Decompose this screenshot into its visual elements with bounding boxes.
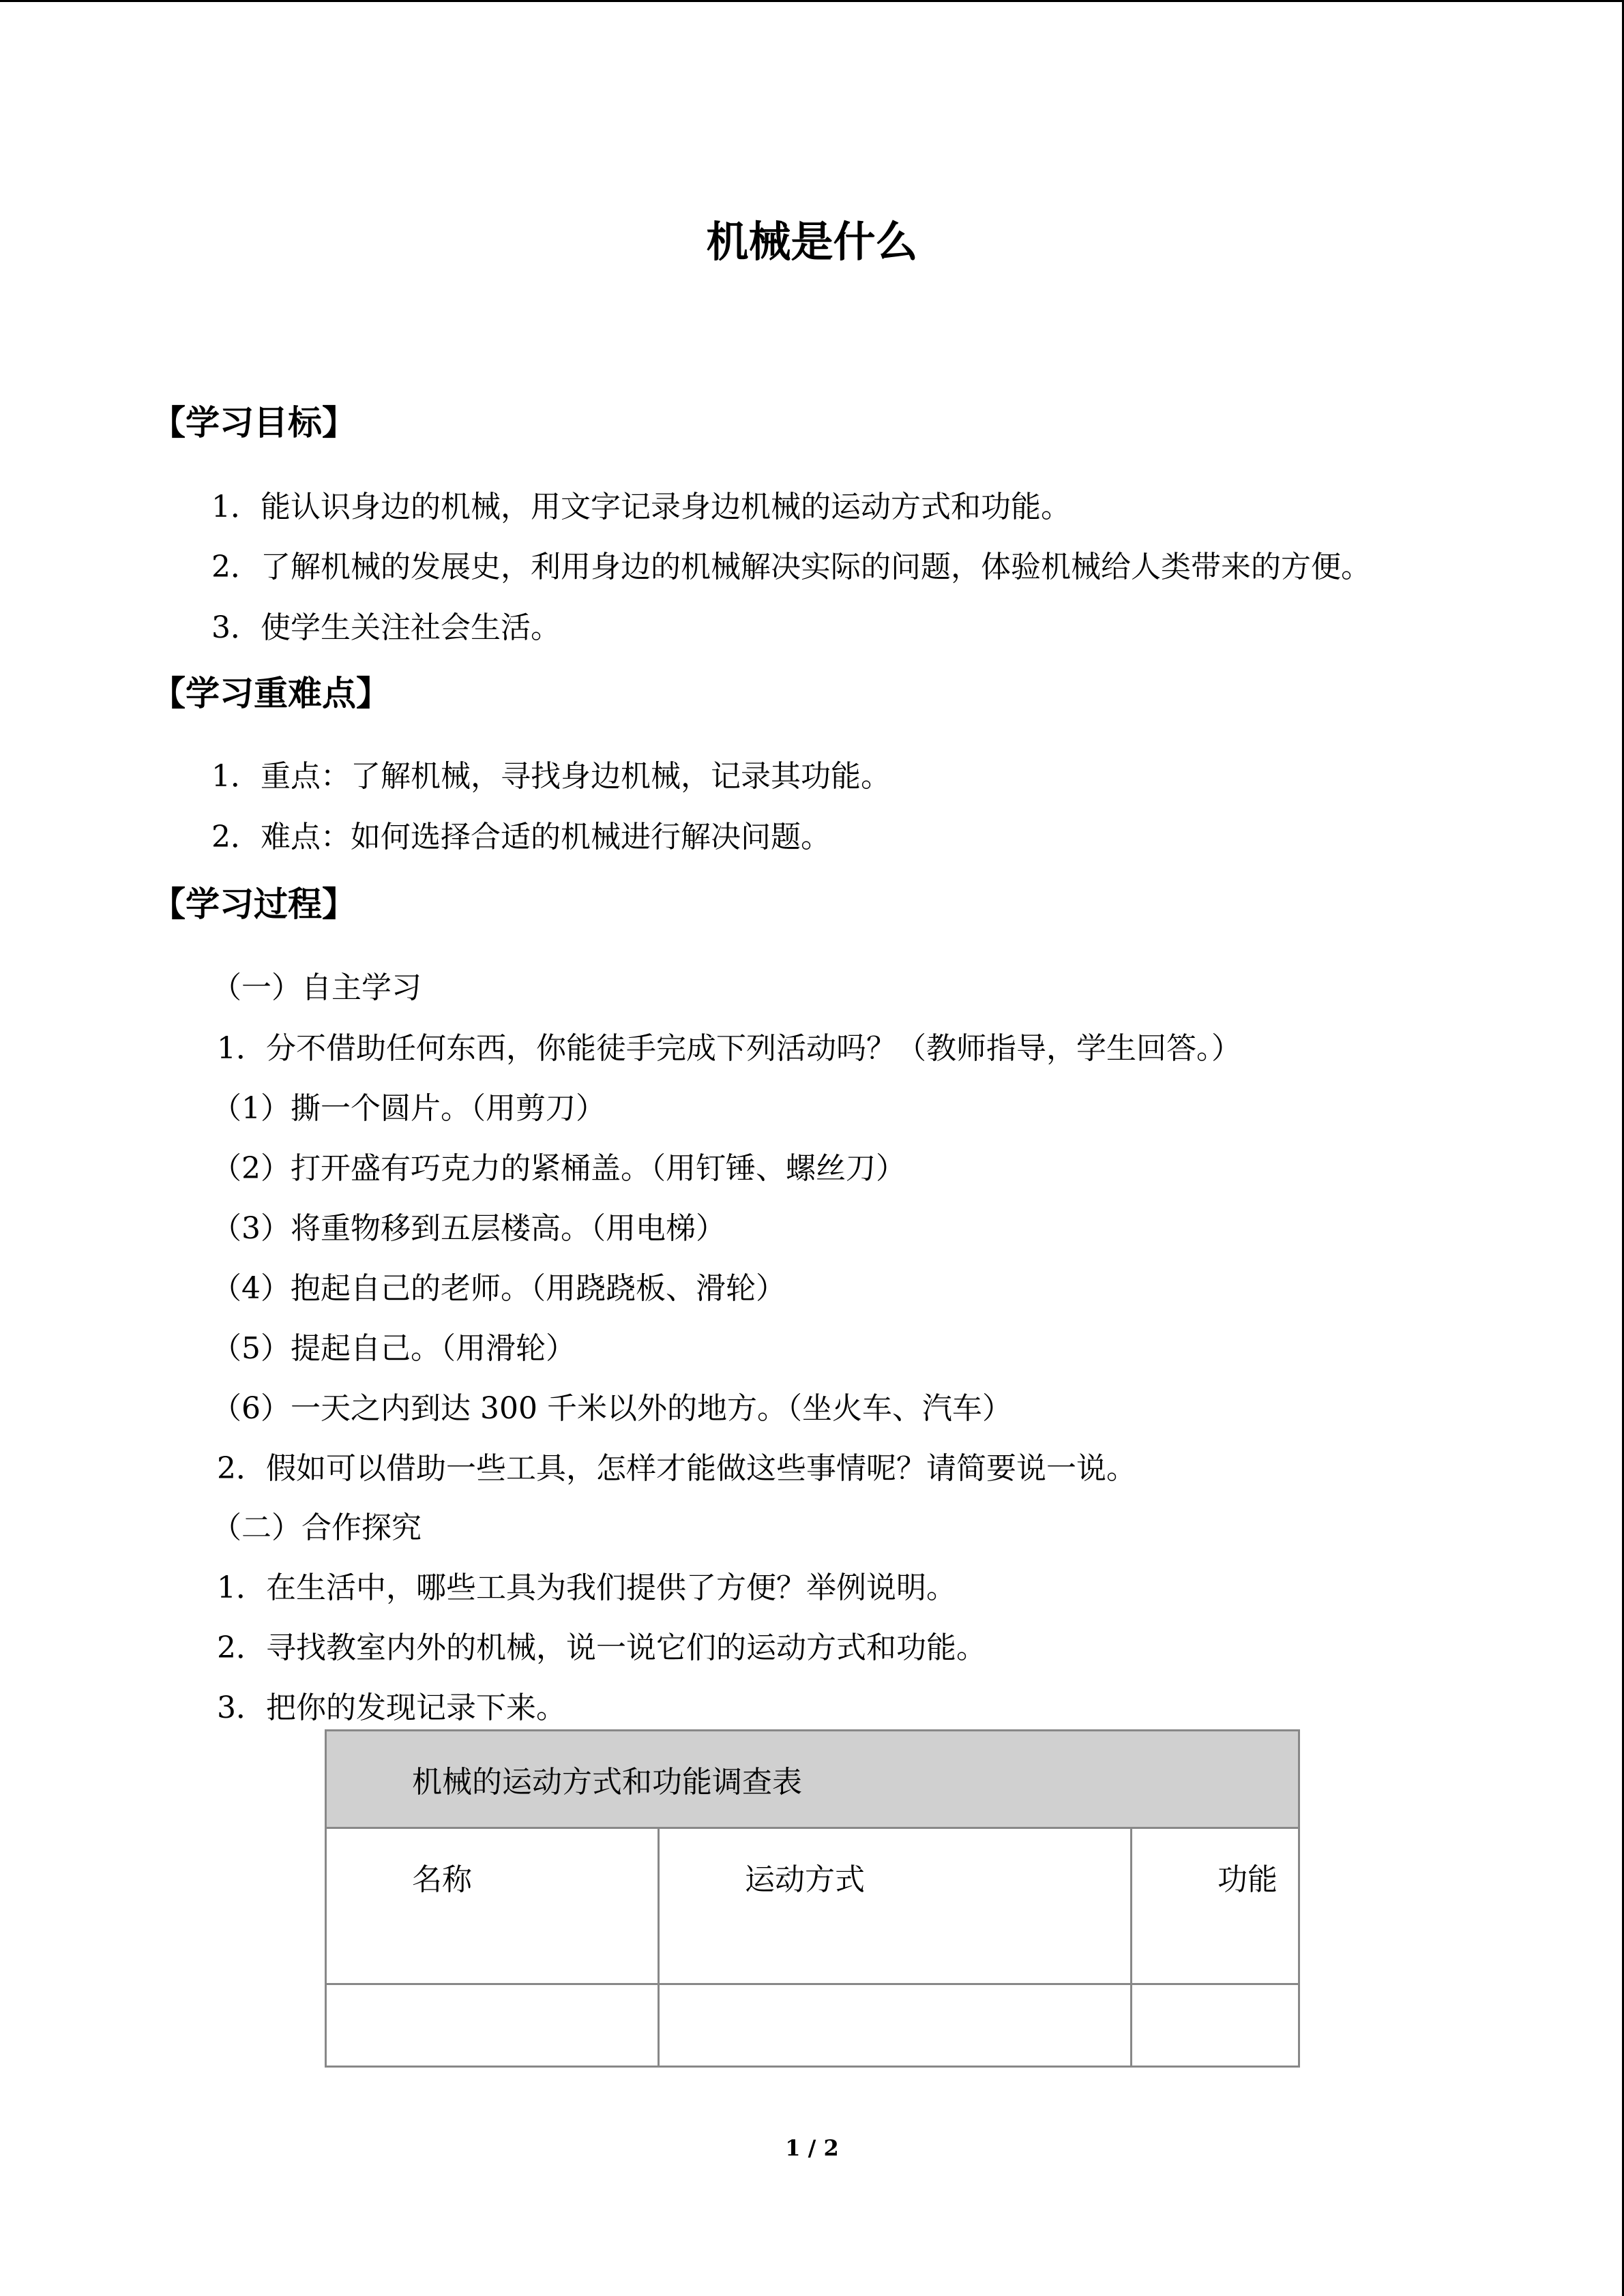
process-item: 1．分不借助任何东西，你能徒手完成下列活动吗？（教师指导，学生回答。）: [217, 1031, 1241, 1066]
table-cell-motion[interactable]: [659, 1984, 1132, 2067]
survey-table: [325, 1729, 1300, 2068]
objective-item: 3．使学生关注社会生活。: [211, 610, 561, 645]
process-item: 2．假如可以借助一些工具，怎样才能做这些事情呢？请简要说一说。: [217, 1451, 1136, 1486]
table-header-motion: 运动方式: [659, 1828, 1132, 1984]
process-subitem: （5）提起自己。（用滑轮）: [211, 1331, 576, 1366]
process-item: 2．寻找教室内外的机械，说一说它们的运动方式和功能。: [217, 1630, 986, 1665]
page-top-border: [0, 0, 1624, 2]
process-item: 1．在生活中，哪些工具为我们提供了方便？举例说明。: [217, 1570, 956, 1605]
table-row: [326, 1984, 1299, 2067]
objective-item: 2．了解机械的发展史，利用身边的机械解决实际的问题，体验机械给人类带来的方便。: [211, 550, 1371, 584]
table-caption: 机械的运动方式和功能调查表: [326, 1731, 1299, 1828]
process-subitem: （3）将重物移到五层楼高。（用电梯）: [211, 1211, 726, 1246]
process-subitem: （6）一天之内到达 300 千米以外的地方。（坐火车、汽车）: [211, 1391, 1012, 1426]
key-point-item: 2．难点：如何选择合适的机械进行解决问题。: [211, 820, 831, 854]
process-subheading: （二）合作探究: [211, 1510, 422, 1545]
section-heading-key-points: 【学习重难点】: [151, 674, 390, 713]
table-cell-name[interactable]: [326, 1984, 659, 2067]
process-item: 3．把你的发现记录下来。: [217, 1690, 566, 1725]
objective-item: 1．能认识身边的机械，用文字记录身边机械的运动方式和功能。: [211, 490, 1071, 524]
section-heading-objectives: 【学习目标】: [151, 403, 356, 443]
document-title: 机械是什么: [706, 217, 918, 267]
table-header-name: 名称: [326, 1828, 659, 1984]
section-heading-process: 【学习过程】: [151, 884, 356, 924]
key-point-item: 1．重点：了解机械，寻找身边机械，记录其功能。: [211, 759, 891, 794]
process-subitem: （4）抱起自己的老师。（用跷跷板、滑轮）: [211, 1271, 786, 1306]
process-subitem: （1）撕一个圆片。（用剪刀）: [211, 1091, 606, 1126]
page-number: 1 / 2: [785, 2135, 839, 2161]
table-cell-function[interactable]: [1132, 1984, 1299, 2067]
table-caption-row: [326, 1731, 1299, 1828]
process-subitem: （2）打开盛有巧克力的紧桶盖。（用钉锤、螺丝刀）: [211, 1151, 906, 1186]
table-header-function: 功能: [1132, 1828, 1299, 1984]
process-subheading: （一）自主学习: [211, 970, 422, 1005]
table-header-row: [326, 1828, 1299, 1984]
